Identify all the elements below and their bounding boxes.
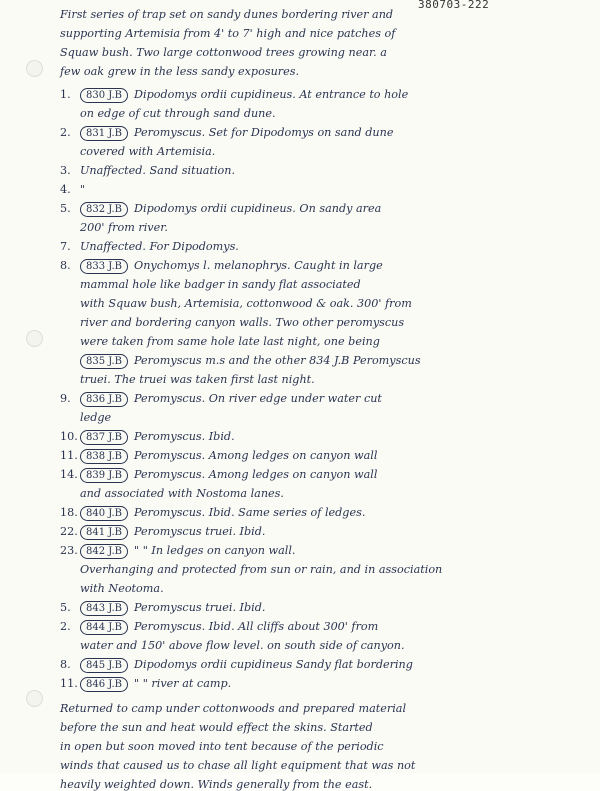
entry-line	[60, 639, 405, 652]
entry-text: Dipodomys ordii cupidineus. On sandy area	[134, 202, 382, 215]
entry-number: 5.	[60, 202, 71, 215]
entry-number: 9.	[60, 392, 71, 405]
specimen-tag: 837 J.B	[80, 430, 128, 445]
entry-text: few oak grew in the less sandy exposures.	[60, 65, 300, 78]
specimen-tag: 830 J.B	[80, 88, 128, 103]
entry-text: 200' from river.	[80, 221, 168, 234]
entry-text: Peromyscus truei. Ibid.	[134, 525, 266, 538]
entry-number: 18.	[60, 506, 78, 519]
specimen-tag: 836 J.B	[80, 392, 128, 407]
entry-line	[60, 297, 412, 310]
entry-text: before the sun and heat would effect the skins. Started	[60, 721, 373, 734]
entry-line	[60, 563, 442, 576]
entry-number: 7.	[60, 240, 71, 253]
specimen-tag: 841 J.B	[80, 525, 128, 540]
entry-text: Onychomys l. melanophrys. Caught in large	[134, 259, 383, 272]
entry-number: 8.	[60, 658, 71, 671]
entry-text: truei. The truei was taken first last night.	[80, 373, 315, 386]
closing-line	[60, 702, 406, 715]
entry-text: Unaffected. Sand situation.	[80, 164, 236, 177]
entry-text: and associated with Nostoma lanes.	[80, 487, 284, 500]
entry-number: 14.	[60, 468, 78, 481]
page-id: 380703-222	[418, 0, 490, 11]
entry-text: Unaffected. For Dipodomys.	[80, 240, 239, 253]
entry-text: Peromyscus. Ibid. Same series of ledges.	[134, 506, 366, 519]
entry-number: 23.	[60, 544, 78, 557]
entry-line	[60, 145, 215, 158]
entry-number: 5.	[60, 601, 71, 614]
entry-text: Peromyscus. Ibid. All cliffs about 300' from	[134, 620, 379, 633]
punch-hole	[26, 60, 43, 77]
entry-text: " " river at camp.	[134, 677, 232, 690]
entry-line	[60, 449, 377, 464]
entry-text: with Neotoma.	[80, 582, 164, 595]
specimen-tag: 832 J.B	[80, 202, 128, 217]
entry-number: 8.	[60, 259, 71, 272]
entry-line	[60, 240, 239, 253]
specimen-tag: 845 J.B	[80, 658, 128, 673]
entry-line	[60, 221, 168, 234]
entry-text: Peromyscus m.s and the other 834 J.B Peromyscus	[134, 354, 421, 367]
entry-text: Returned to camp under cottonwoods and prepared material	[60, 702, 407, 715]
entry-line	[60, 677, 231, 692]
entry-number: 11.	[60, 449, 78, 462]
entry-text: First series of trap set on sandy dunes bordering river and	[60, 8, 394, 21]
entry-line	[60, 202, 381, 217]
punch-hole	[26, 690, 43, 707]
entry-text: with Squaw bush, Artemisia, cottonwood & oak. 300' from	[80, 297, 412, 310]
entry-number: 4.	[60, 183, 71, 196]
entry-text: supporting Artemisia from 4' to 7' high and nice patches of	[60, 27, 396, 40]
entry-text: Dipodomys ordii cupidineus Sandy flat bordering	[134, 658, 413, 671]
entry-text: ledge	[80, 411, 112, 424]
specimen-tag: 842 J.B	[80, 544, 128, 559]
specimen-tag: 846 J.B	[80, 677, 128, 692]
entry-line	[60, 354, 421, 369]
entry-text: river and bordering canyon walls. Two other peromyscus	[80, 316, 405, 329]
entry-number: 10.	[60, 430, 78, 443]
entry-text: Peromyscus. Set for Dipodomys on sand dune	[134, 126, 394, 139]
entry-line	[60, 392, 382, 407]
entry-line	[60, 183, 85, 196]
entry-number: 11.	[60, 677, 78, 690]
intro-line	[60, 46, 387, 59]
entry-line	[60, 411, 111, 424]
entry-line	[60, 88, 408, 103]
entry-text: Peromyscus. Ibid.	[134, 430, 235, 443]
entry-line	[60, 278, 361, 291]
entry-number: 2.	[60, 620, 71, 633]
entry-number: 22.	[60, 525, 78, 538]
entry-line	[60, 107, 276, 120]
specimen-tag: 831 J.B	[80, 126, 128, 141]
closing-line	[60, 778, 372, 791]
specimen-tag: 843 J.B	[80, 601, 128, 616]
entry-text: Overhanging and protected from sun or rain, and in association	[80, 563, 443, 576]
entry-line	[60, 335, 380, 348]
intro-line	[60, 27, 395, 40]
entry-text: winds that caused us to chase all light equipment that was not	[60, 759, 416, 772]
specimen-tag: 833 J.B	[80, 259, 128, 274]
entry-text: heavily weighted down. Winds generally from the east.	[60, 778, 373, 791]
entry-text: Peromyscus. On river edge under water cut	[134, 392, 382, 405]
entry-text: water and 150' above flow level. on south side of canyon.	[80, 639, 405, 652]
entry-line	[60, 126, 393, 141]
entry-line	[60, 620, 378, 635]
entry-text: Squaw bush. Two large cottonwood trees growing near. a	[60, 46, 387, 59]
entry-text: were taken from same hole late last night, one being	[80, 335, 380, 348]
entry-line	[60, 525, 265, 540]
specimen-tag: 835 J.B	[80, 354, 128, 369]
specimen-tag: 844 J.B	[80, 620, 128, 635]
closing-line	[60, 740, 384, 753]
entry-text: Peromyscus. Among ledges on canyon wall	[134, 468, 378, 481]
entry-line	[60, 582, 164, 595]
entry-number: 2.	[60, 126, 71, 139]
entry-line	[60, 373, 315, 386]
specimen-tag: 839 J.B	[80, 468, 128, 483]
entry-line	[60, 316, 404, 329]
entry-line	[60, 259, 383, 274]
punch-hole	[26, 330, 43, 347]
entry-number: 1.	[60, 88, 71, 101]
intro-line	[60, 8, 393, 21]
entry-line	[60, 506, 365, 521]
specimen-tag: 840 J.B	[80, 506, 128, 521]
entry-text: Dipodomys ordii cupidineus. At entrance to hole	[134, 88, 409, 101]
closing-line	[60, 759, 415, 772]
entry-line	[60, 658, 413, 673]
entry-line	[60, 544, 295, 559]
entry-text: covered with Artemisia.	[80, 145, 216, 158]
entry-text: in open but soon moved into tent because of the periodic	[60, 740, 384, 753]
entry-text: mammal hole like badger in sandy flat associated	[80, 278, 361, 291]
entry-text: Peromyscus. Among ledges on canyon wall	[134, 449, 378, 462]
specimen-tag: 838 J.B	[80, 449, 128, 464]
entry-text: Peromyscus truei. Ibid.	[134, 601, 266, 614]
entry-line	[60, 430, 235, 445]
entry-line	[60, 601, 265, 616]
intro-line	[60, 65, 299, 78]
entry-text: "	[80, 183, 86, 196]
entry-line	[60, 164, 235, 177]
closing-line	[60, 721, 373, 734]
entry-number: 3.	[60, 164, 71, 177]
entry-text: " " In ledges on canyon wall.	[134, 544, 296, 557]
entry-line	[60, 468, 377, 483]
entry-text: on edge of cut through sand dune.	[80, 107, 276, 120]
entry-line	[60, 487, 284, 500]
